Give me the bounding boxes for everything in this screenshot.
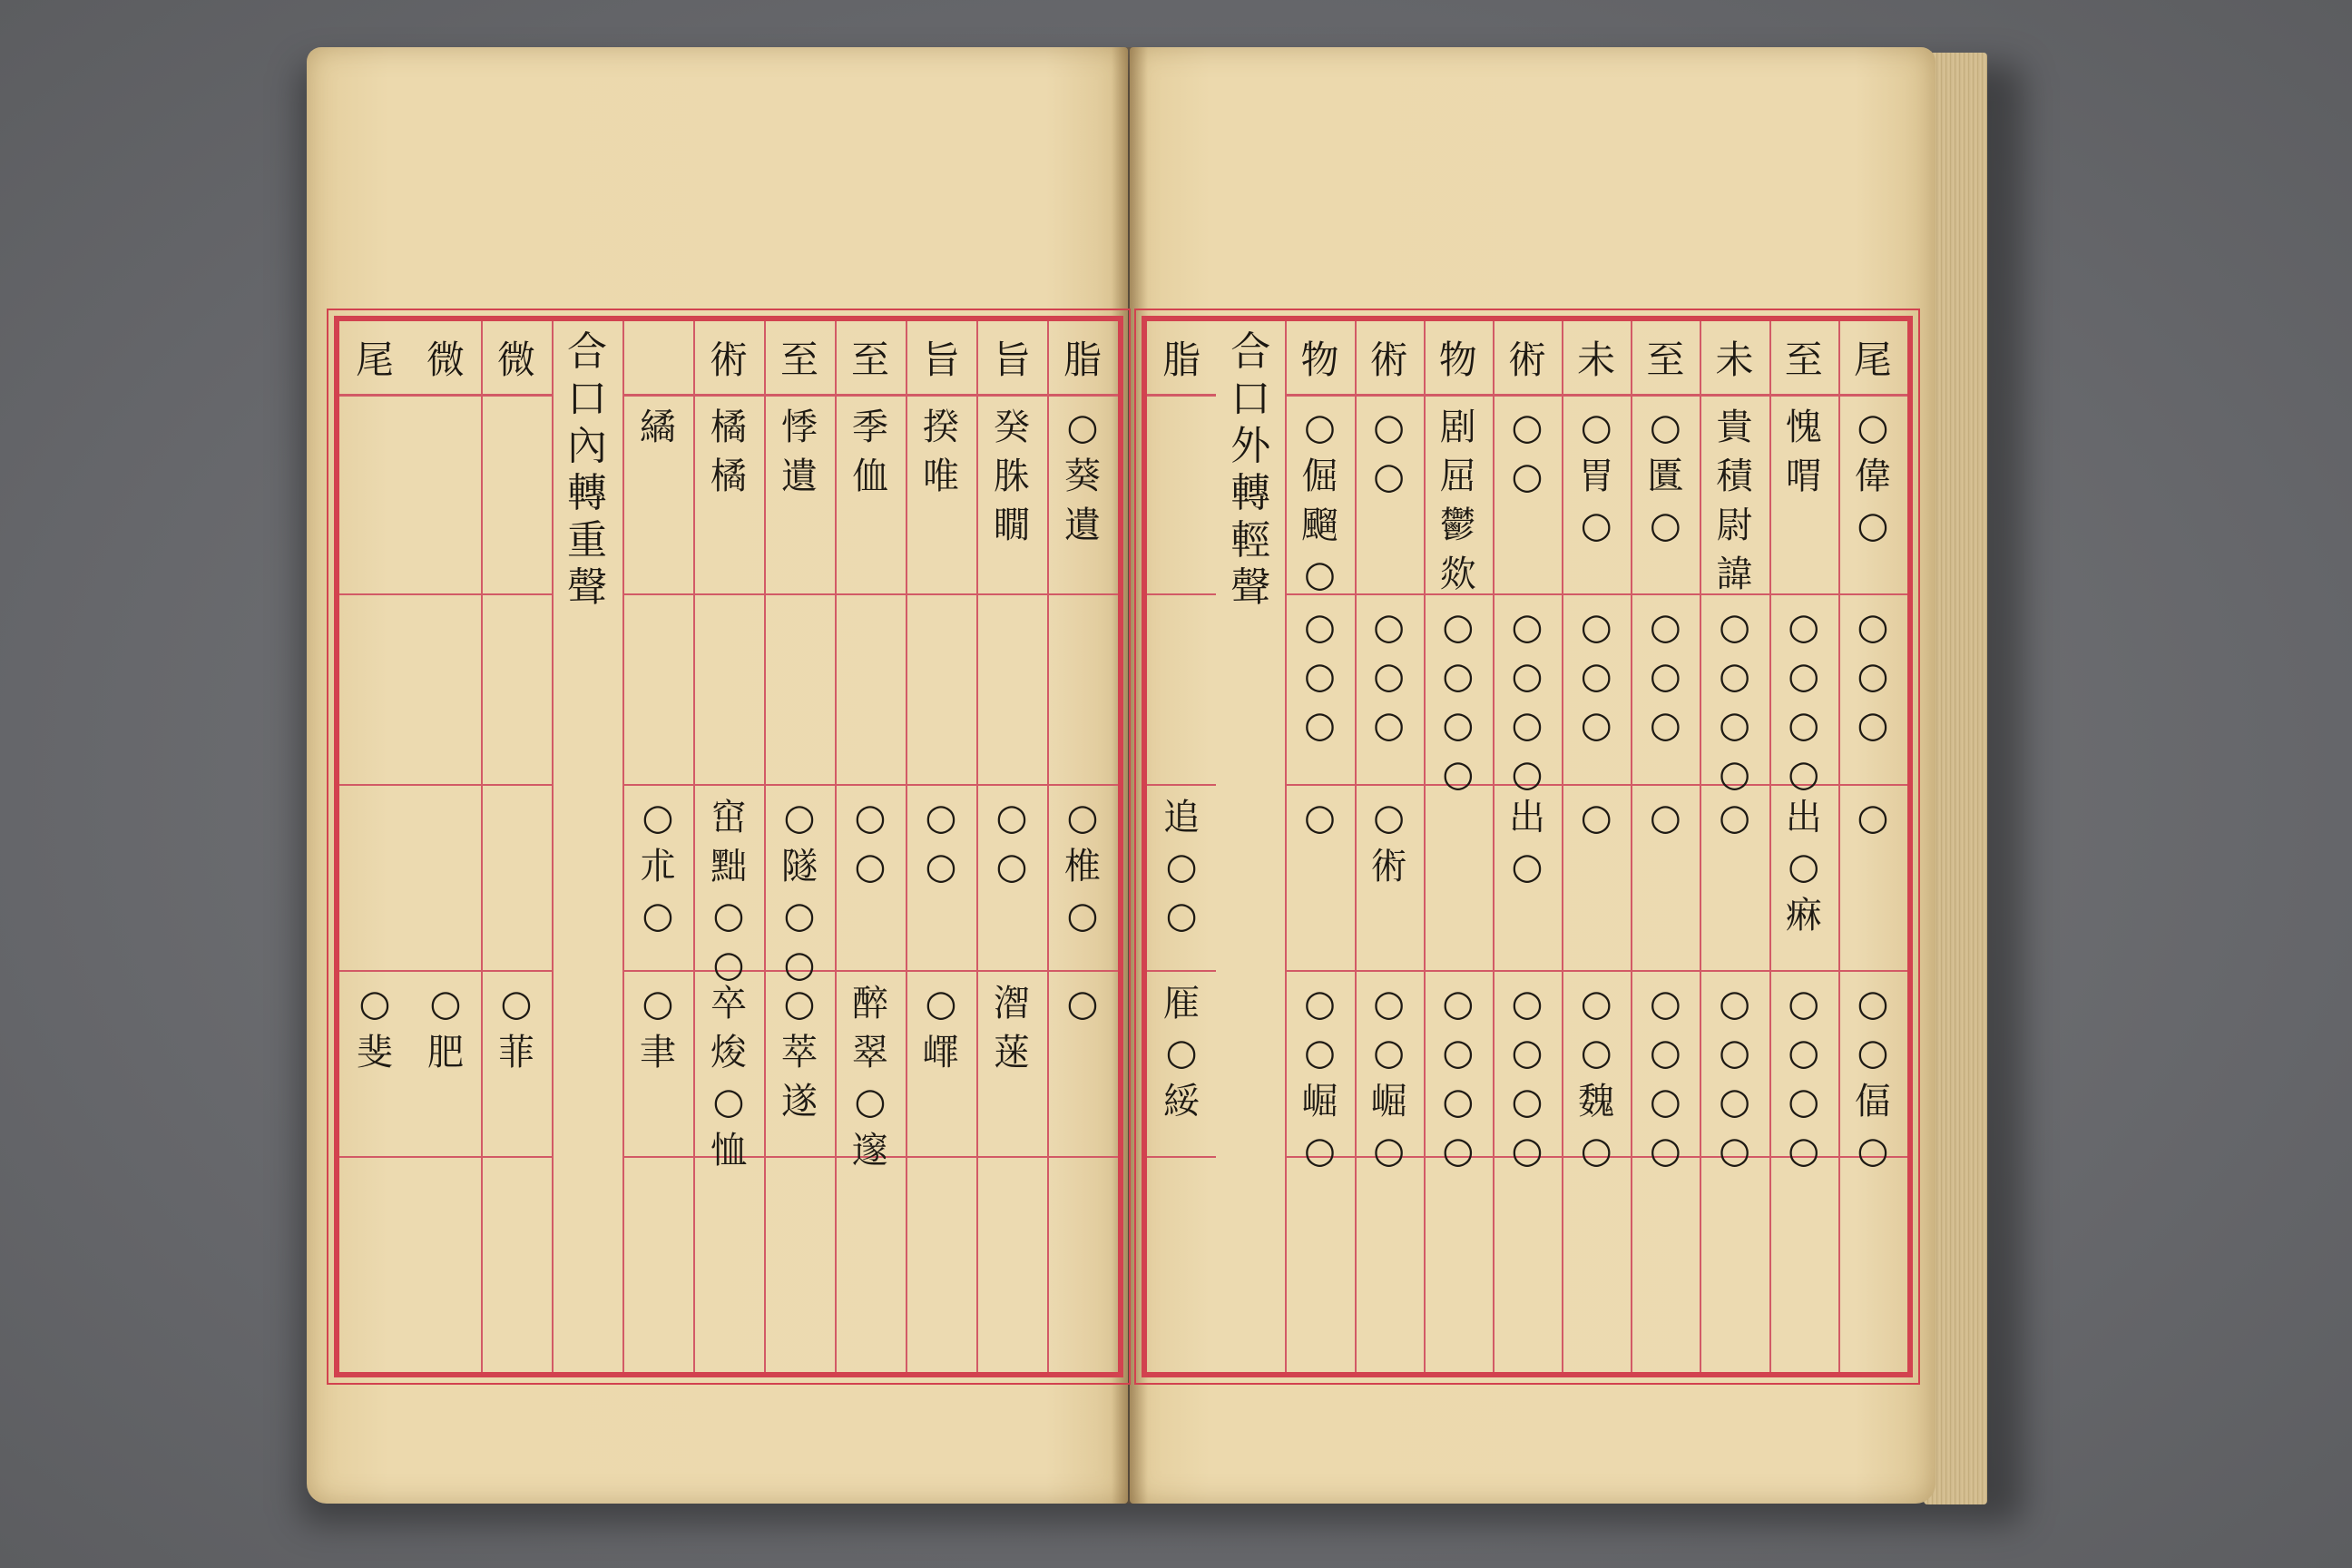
table-cell: ○ ○ xyxy=(995,797,1028,887)
row-divider xyxy=(835,784,906,786)
row-divider xyxy=(1047,784,1118,786)
table-cell: ○ ○ xyxy=(1511,407,1544,497)
left_page-column xyxy=(481,321,554,1372)
table-cell: ○ xyxy=(1649,797,1681,838)
table-cell: ○ ○ ○ ○ xyxy=(1649,983,1681,1171)
row-divider xyxy=(976,970,1047,972)
table-cell xyxy=(1147,603,1216,780)
table-cell: 悸 遺 xyxy=(781,407,818,497)
row-divider xyxy=(976,593,1047,595)
column-head: 術 xyxy=(693,321,764,397)
table-cell: 出 ○ xyxy=(1508,797,1545,887)
table-cell: ○ ○ ○ xyxy=(1580,606,1612,746)
row-divider xyxy=(1047,970,1118,972)
table-cell: ○ 匱 ○ xyxy=(1647,407,1684,546)
table-cell: 㕍 ○ 綏 xyxy=(1163,983,1200,1122)
row-divider xyxy=(339,784,410,786)
table-cell: ○ 隧 ○ ○ xyxy=(781,797,818,985)
left_page-column xyxy=(410,321,483,1372)
table-cell: ○ ○ xyxy=(925,797,957,887)
column-head: 未 xyxy=(1562,321,1631,397)
table-cell xyxy=(835,603,906,780)
row-divider xyxy=(410,1156,481,1158)
right_page-column xyxy=(1769,321,1840,1372)
right_page-column xyxy=(1147,321,1216,1372)
row-divider xyxy=(1355,970,1424,972)
row-divider xyxy=(835,593,906,595)
table-cell: 剧 屈 鬱 欻 xyxy=(1439,407,1476,595)
row-divider xyxy=(339,593,410,595)
left-rhyme-table xyxy=(334,316,1123,1377)
row-divider xyxy=(906,593,976,595)
table-heading: 合 口 外 轉 輕 聲 xyxy=(1230,328,1271,611)
table-cell: ○ 椎 ○ xyxy=(1064,797,1101,936)
table-cell xyxy=(481,403,552,590)
row-divider xyxy=(835,970,906,972)
table-cell xyxy=(410,403,481,590)
column-head: 脂 xyxy=(1147,321,1216,397)
table-cell: 愧 喟 xyxy=(1785,407,1822,497)
table-cell: 窋 黜 ○ ○ xyxy=(710,797,747,985)
table-cell: ○ ○ ○ xyxy=(1303,606,1336,746)
row-divider xyxy=(1631,593,1700,595)
column-head: 物 xyxy=(1424,321,1493,397)
row-divider xyxy=(481,1156,552,1158)
table-cell: ○ ○ ○ ○ xyxy=(1788,606,1820,795)
row-divider xyxy=(1493,593,1562,595)
row-divider xyxy=(1147,593,1216,595)
column-head: 旨 xyxy=(906,321,976,397)
row-divider xyxy=(622,784,693,786)
table-cell: ○ 聿 xyxy=(640,983,676,1073)
table-cell: ○ ○ xyxy=(854,797,887,887)
column-head: 至 xyxy=(835,321,906,397)
table-cell xyxy=(481,603,552,780)
row-divider xyxy=(481,784,552,786)
right-rhyme-table xyxy=(1142,316,1913,1377)
row-divider xyxy=(1769,970,1838,972)
right_page-column xyxy=(1631,321,1701,1372)
row-divider xyxy=(410,784,481,786)
row-divider xyxy=(1700,970,1769,972)
column-head: 物 xyxy=(1285,321,1354,397)
table-cell: ○ 菲 xyxy=(498,983,534,1073)
row-divider xyxy=(622,1156,693,1158)
row-divider xyxy=(1631,784,1700,786)
row-divider xyxy=(1285,784,1354,786)
table-cell xyxy=(1047,603,1118,780)
right_page-column xyxy=(1493,321,1563,1372)
table-cell xyxy=(1147,403,1216,590)
table-cell: ○ ○ ○ xyxy=(1649,606,1681,746)
table-cell xyxy=(410,603,481,780)
column-head: 至 xyxy=(1769,321,1838,397)
left_page-column xyxy=(1047,321,1118,1372)
row-divider xyxy=(410,593,481,595)
row-divider xyxy=(481,593,552,595)
column-head xyxy=(622,321,693,397)
column-head: 至 xyxy=(764,321,835,397)
table-cell: ○ ○ ○ xyxy=(1373,606,1406,746)
row-divider xyxy=(1147,784,1216,786)
table-cell: ○ ○ ○ ○ xyxy=(1511,606,1544,795)
table-cell: 揆 唯 xyxy=(923,407,959,497)
row-divider xyxy=(1285,970,1354,972)
left_page-column xyxy=(693,321,766,1372)
row-divider xyxy=(1147,970,1216,972)
table-cell xyxy=(339,603,410,780)
table-cell: ○ ○ ○ ○ xyxy=(1442,983,1475,1171)
table-cell: ○ 斐 xyxy=(357,983,393,1073)
right_page-column xyxy=(1424,321,1494,1372)
row-divider xyxy=(1047,1156,1118,1158)
row-divider xyxy=(1562,970,1631,972)
row-divider xyxy=(976,1156,1047,1158)
table-cell: ○ xyxy=(1066,983,1099,1024)
table-cell: ○ ○ ○ xyxy=(1857,606,1889,746)
table-cell: ○ 偉 ○ xyxy=(1854,407,1891,546)
table-cell xyxy=(622,603,693,780)
table-cell: ○ xyxy=(1719,797,1750,838)
table-cell: ○ xyxy=(1303,797,1336,838)
table-cell: ○ ○ xyxy=(1373,407,1406,497)
column-head: 術 xyxy=(1355,321,1424,397)
row-divider xyxy=(976,784,1047,786)
row-divider xyxy=(906,970,976,972)
table-cell xyxy=(339,793,410,966)
right_page-column xyxy=(1355,321,1426,1372)
table-cell: ○ 葵 遺 xyxy=(1064,407,1101,546)
table-cell: ○ 倔 飀 ○ xyxy=(1301,407,1338,595)
left_page-column xyxy=(764,321,837,1372)
row-divider xyxy=(1493,970,1562,972)
left_page-column xyxy=(835,321,907,1372)
left_page-column xyxy=(552,321,624,1372)
table-cell: 貴 積 尉 諱 xyxy=(1716,407,1753,595)
column-head: 尾 xyxy=(1838,321,1907,397)
column-head: 尾 xyxy=(339,321,410,397)
row-divider xyxy=(1147,1156,1216,1158)
table-cell: ○ ○ ○ ○ xyxy=(1511,983,1544,1171)
row-divider xyxy=(693,593,764,595)
table-cell: ○ 朮 ○ xyxy=(640,797,676,936)
table-cell: 癸 䏭 瞯 xyxy=(994,407,1030,546)
row-divider xyxy=(906,784,976,786)
left_page-column xyxy=(906,321,978,1372)
row-divider xyxy=(1838,593,1907,595)
row-divider xyxy=(1838,970,1907,972)
table-cell: ○ 嶵 xyxy=(923,983,959,1073)
table-cell: ○ 術 xyxy=(1370,797,1407,887)
column-head: 至 xyxy=(1631,321,1700,397)
table-cell: 醉 翠 ○ 邃 xyxy=(852,983,888,1171)
table-cell: ○ 萃 遂 xyxy=(781,983,818,1122)
table-cell: 繘 xyxy=(640,407,676,448)
column-head: 微 xyxy=(410,321,481,397)
table-cell xyxy=(906,603,976,780)
table-cell: 卒 焌 ○ 恤 xyxy=(710,983,747,1171)
right_page-column xyxy=(1562,321,1632,1372)
column-head: 旨 xyxy=(976,321,1047,397)
column-head: 微 xyxy=(481,321,552,397)
row-divider xyxy=(1355,784,1424,786)
table-cell: 季 侐 xyxy=(852,407,888,497)
row-divider xyxy=(339,970,410,972)
table-cell: ○ 肥 xyxy=(427,983,464,1073)
table-cell: ○ ○ ○ ○ xyxy=(1442,606,1475,795)
row-divider xyxy=(1424,970,1493,972)
left_page-column xyxy=(976,321,1049,1372)
table-cell: ○ ○ 崛 ○ xyxy=(1370,983,1407,1171)
table-cell: ○ 胃 ○ xyxy=(1578,407,1615,546)
right_page-column xyxy=(1838,321,1907,1372)
row-divider xyxy=(764,1156,835,1158)
row-divider xyxy=(622,970,693,972)
left_page-column xyxy=(622,321,695,1372)
row-divider xyxy=(622,593,693,595)
table-cell: ○ xyxy=(1857,797,1889,838)
table-cell: 追 ○ ○ xyxy=(1163,797,1200,936)
table-cell xyxy=(339,403,410,590)
table-cell: 出 ○ 痳 xyxy=(1785,797,1822,936)
right_page-column xyxy=(1700,321,1770,1372)
table-cell xyxy=(481,793,552,966)
table-cell xyxy=(764,603,835,780)
table-cell: ○ ○ 崛 ○ xyxy=(1301,983,1338,1171)
row-divider xyxy=(1838,784,1907,786)
row-divider xyxy=(1355,593,1424,595)
table-cell: ○ ○ ○ ○ xyxy=(1719,983,1750,1171)
right_page-column xyxy=(1285,321,1356,1372)
table-cell: ○ ○ ○ ○ xyxy=(1788,983,1820,1171)
row-divider xyxy=(764,593,835,595)
row-divider xyxy=(693,784,764,786)
row-divider xyxy=(1047,593,1118,595)
table-cell: ○ ○ ○ ○ xyxy=(1719,606,1750,795)
row-divider xyxy=(1562,784,1631,786)
table-cell xyxy=(693,603,764,780)
column-head: 術 xyxy=(1493,321,1562,397)
column-head: 未 xyxy=(1700,321,1769,397)
table-cell xyxy=(1424,793,1493,966)
column-head: 脂 xyxy=(1047,321,1118,397)
row-divider xyxy=(764,784,835,786)
left_page-column xyxy=(339,321,410,1372)
table-cell: ○ ○ 偪 ○ xyxy=(1854,983,1891,1171)
row-divider xyxy=(1562,593,1631,595)
row-divider xyxy=(1631,970,1700,972)
right_page-column xyxy=(1216,321,1287,1372)
row-divider xyxy=(906,1156,976,1158)
row-divider xyxy=(339,1156,410,1158)
table-cell xyxy=(976,603,1047,780)
table-cell: 潪 蒾 xyxy=(994,983,1030,1073)
table-cell xyxy=(410,793,481,966)
table-heading: 合 口 內 轉 重 聲 xyxy=(567,328,607,611)
row-divider xyxy=(481,970,552,972)
table-cell: 橘 橘 xyxy=(710,407,747,497)
row-divider xyxy=(1769,593,1838,595)
table-cell: ○ xyxy=(1580,797,1612,838)
table-cell: ○ ○ 魏 ○ xyxy=(1578,983,1615,1171)
row-divider xyxy=(410,970,481,972)
